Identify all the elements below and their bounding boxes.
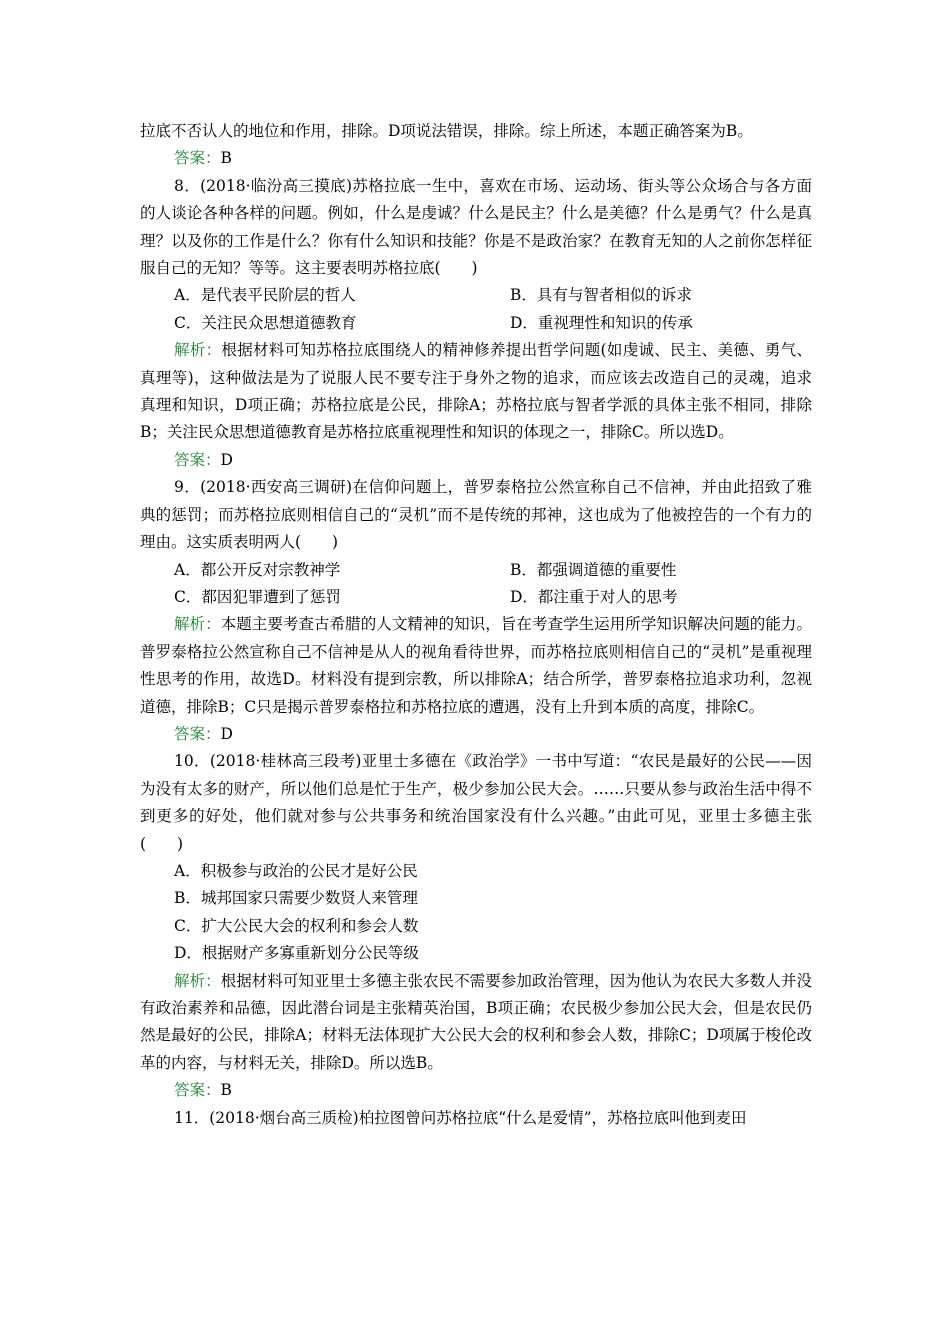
previous-analysis-tail: 拉底不否认人的地位和作用，排除。D项说法错误，排除。综上所述，本题正确答案为B。: [140, 122, 753, 140]
answer-value: D: [220, 450, 233, 469]
options-row: [140, 584, 812, 611]
analysis-label: 解析：: [174, 615, 221, 634]
option-c: C．都因犯罪遭到了惩罚: [174, 587, 341, 606]
question-9: [140, 474, 812, 748]
option-b: B．城邦国家只需要少数贤人来管理: [174, 889, 418, 908]
analysis: 解析：根据材料可知苏格拉底围绕人的精神修养提出哲学问题(如虔诚、民主、美德、勇气、真理等)，这种做法是为了说服人民不要专注于身外之物的追求，而应该去改造自己的灵魂，追求真理和知识，D项正确；苏格拉底是公民，排除A；苏格拉底与智者学派的具体主张不相同，排除B；关注民众思想道德教育是苏格拉底重视理性和知识的体现之一，排除C。所以选D。: [140, 341, 812, 442]
question-8: [140, 173, 812, 474]
answer-label: 答案：: [174, 1081, 221, 1100]
option-a: A．是代表平民阶层的哲人: [174, 286, 356, 305]
analysis: 解析：本题主要考查古希腊的人文精神的知识，旨在考查学生运用所学知识解决问题的能力。普罗泰格拉公然宣称自己不信神是从人的视角看待世界，而苏格拉底则相信自己的“灵机”是重视理性思考的作用，故选D。材料没有提到宗教，所以排除A；结合所学，普罗泰格拉追求功利，忽视道德，排除B；C只是揭示普罗泰格拉和苏格拉底的遭遇，没有上升到本质的高度，排除C。: [140, 615, 812, 716]
question-10: [140, 748, 812, 1104]
answer-label: 答案：: [174, 450, 221, 469]
options-row: [140, 557, 812, 584]
question-stem: 8．(2018·临汾高三摸底)苏格拉底一生中，喜欢在市场、运动场、街头等公众场合与各方面的人谈论各种各样的问题。例如，什么是虔诚？什么是民主？什么是美德？什么是勇气？什么是真理？以及你的工作是什么？你有什么知识和技能？你是不是政治家？在教育无知的人之前你怎样征服自己的无知？等等。这主要表明苏格拉底( ): [140, 176, 812, 278]
analysis: 解析：根据材料可知亚里士多德主张农民不需要参加政治管理，因为他认为农民大多数人并没有政治素养和品德，因此潜台词是主张精英治国，B项正确；农民极少参加公民大会，但是农民仍然是最好的公民，排除A；材料无法体现扩大公民大会的权利和参会人数，排除C；D项属于梭伦改革的内容，与材料无关，排除D。所以选B。: [140, 971, 812, 1072]
answer-value: B: [220, 149, 232, 168]
answer-value: B: [220, 1081, 232, 1100]
analysis-label: 解析：: [174, 971, 221, 990]
document-page: [140, 118, 812, 1132]
answer-label: 答案：: [174, 149, 221, 168]
option-a: A．积极参与政治的公民才是好公民: [174, 861, 418, 880]
option-c: C．关注民众思想道德教育: [174, 313, 357, 332]
option-a: A．都公开反对宗教神学: [174, 560, 341, 579]
question-stem: 11．(2018·烟台高三质检)柏拉图曾问苏格拉底“什么是爱情”，苏格拉底叫他到麦田: [174, 1108, 747, 1127]
option-d: D．重视理性和知识的传承: [510, 313, 693, 332]
question-stem: 10．(2018·桂林高三段考)亚里士多德在《政治学》一书中写道：“农民是最好的公民——因为没有太多的财产，所以他们总是忙于生产，极少参加公民大会。……只要从参与政治生活中得不到更多的好处，他们就对参与公共事务和统治国家没有什么兴趣。”由此可见，亚里士多德主张( ): [140, 752, 812, 853]
option-d: D．都注重于对人的思考: [510, 587, 678, 606]
question-stem: 9．(2018·西安高三调研)在信仰问题上，普罗泰格拉公然宣称自己不信神，并由此招致了雅典的惩罚；而苏格拉底则相信自己的“灵机”而不是传统的邦神，这也成为了他被控告的一个有力的理由。这实质表明两人( ): [140, 478, 812, 552]
answer-line: [140, 447, 812, 474]
option-b: B．都强调道德的重要性: [510, 560, 677, 579]
answer-line: [140, 1077, 812, 1104]
answer-label: 答案：: [174, 724, 221, 743]
answer-line: [140, 721, 812, 748]
analysis-label: 解析：: [174, 341, 222, 360]
options-row: [140, 282, 812, 309]
answer-value: D: [220, 724, 233, 743]
option-c: C．扩大公民大会的权利和参会人数: [174, 916, 419, 935]
question-11: [140, 1105, 812, 1132]
answer-line: [140, 145, 812, 172]
option-b: B．具有与智者相似的诉求: [510, 286, 692, 305]
option-d: D．根据财产多寡重新划分公民等级: [174, 944, 419, 963]
options-row: [140, 310, 812, 337]
